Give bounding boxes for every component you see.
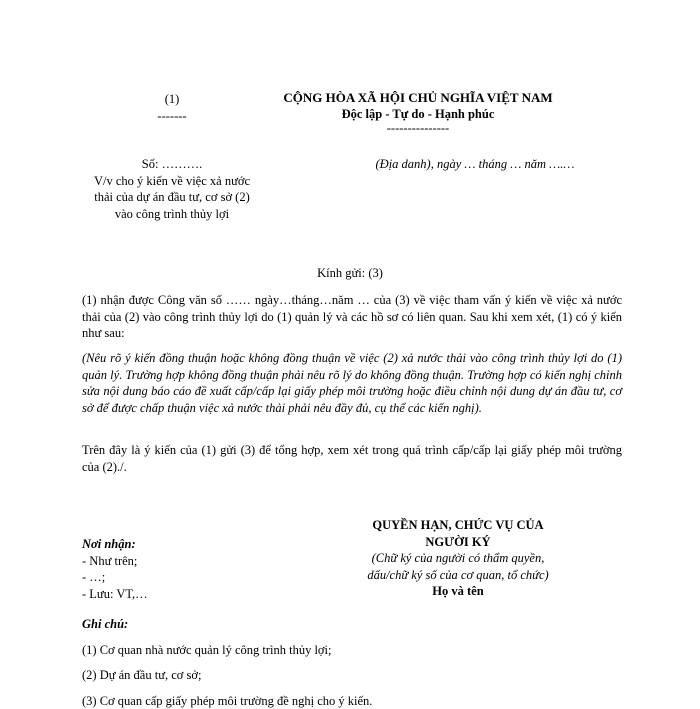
notes-title: Ghi chú:	[82, 616, 622, 633]
body-paragraph-1: (1) nhận được Công văn số …… ngày…tháng…năm … của (3) về việc tham vấn ý kiến về việc xả nước thải của (2) vào công trình thủy lợi do (1) quản lý và các hồ sơ có liên quan. Sau khi xem xét, (1) có ý kiến như sau:	[82, 292, 622, 342]
recipient-line: Kính gửi: (3)	[317, 266, 383, 280]
subject-line: vào công trình thủy lợi	[72, 206, 272, 223]
signer-title: NGƯỜI KÝ	[318, 534, 598, 551]
recipients-title: Nơi nhận:	[82, 536, 282, 553]
recipient-item: - Như trên;	[82, 553, 282, 570]
signer-name: Họ và tên	[318, 583, 598, 600]
signature-note: dấu/chữ ký số của cơ quan, tổ chức)	[318, 567, 598, 584]
subject-line: V/v cho ý kiến về việc xả nước	[72, 173, 272, 190]
signer-title: QUYỀN HẠN, CHỨC VỤ CỦA	[318, 517, 598, 534]
agency-divider: -------	[112, 108, 232, 125]
doc-number: Số: ……….	[72, 156, 272, 173]
place-date: (Địa danh), ngày … tháng … năm ….…	[376, 157, 575, 171]
motto: Độc lập - Tự do - Hạnh phúc	[268, 106, 568, 123]
body-paragraph-2: (Nêu rõ ý kiến đồng thuận hoặc không đồng thuận về việc (2) xả nước thải vào công trình thủy lợi do (1) quản lý. Trường hợp không đồng thuận phải nêu rõ lý do không đồng thuận. Trường hợp có kiến nghị chỉnh sửa nội dung báo cáo đề xuất cấp/cấp lại giấy phép môi trường hoặc điều chỉnh nội dung dự án đầu tư, cơ sở để được chấp thuận việc xả nước thải phải nêu đầy đủ, cụ thể các kiến nghị).	[82, 350, 622, 416]
note-item: (2) Dự án đầu tư, cơ sở;	[82, 667, 622, 684]
country-name: CỘNG HÒA XÃ HỘI CHỦ NGHĨA VIỆT NAM	[268, 89, 568, 106]
note-item: (3) Cơ quan cấp giấy phép môi trường đề nghị cho ý kiến.	[82, 693, 622, 709]
motto-divider: ---------------	[268, 120, 568, 137]
signature-note: (Chữ ký của người có thẩm quyền,	[318, 550, 598, 567]
note-item: (1) Cơ quan nhà nước quản lý công trình thủy lợi;	[82, 642, 622, 659]
subject-line: thải của dự án đầu tư, cơ sở (2)	[72, 189, 272, 206]
body-paragraph-3: Trên đây là ý kiến của (1) gửi (3) để tổng hợp, xem xét trong quá trình cấp/cấp lại giấy phép môi trường của (2)./.	[82, 442, 622, 475]
agency-code: (1)	[112, 91, 232, 108]
recipient-item: - Lưu: VT,…	[82, 586, 282, 603]
recipient-item: - …;	[82, 569, 282, 586]
